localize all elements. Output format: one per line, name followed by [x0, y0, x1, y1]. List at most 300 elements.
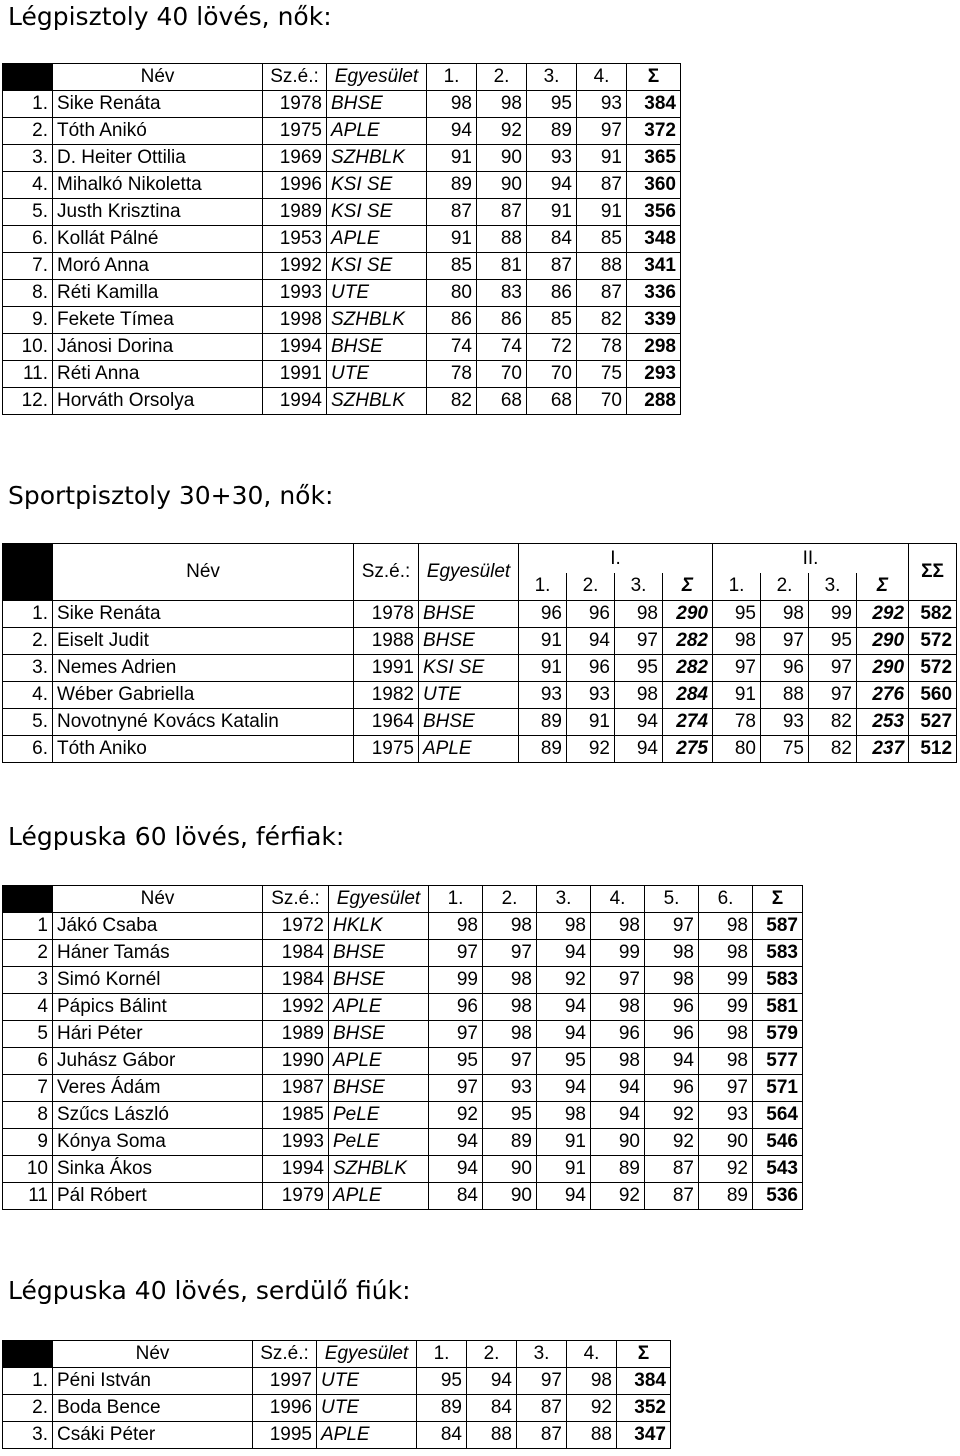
series-score: 94: [645, 1048, 699, 1075]
athlete-name: Veres Ádám: [53, 1075, 263, 1102]
series-score: 98: [615, 682, 663, 709]
subheader-series: 1.: [713, 573, 761, 601]
club-name: BHSE: [327, 91, 427, 118]
series-score: 94: [429, 1129, 483, 1156]
athlete-name: Réti Kamilla: [53, 280, 263, 307]
series-score: 98: [429, 913, 483, 940]
birth-year: 1992: [263, 253, 327, 280]
rank-cell: 1: [3, 913, 53, 940]
club-name: APLE: [327, 118, 427, 145]
club-name: PeLE: [329, 1129, 429, 1156]
series-score: 90: [477, 145, 527, 172]
series-score: 87: [527, 253, 577, 280]
athlete-name: Kollát Pálné: [53, 226, 263, 253]
subheader-series: 3.: [615, 573, 663, 601]
total-score: 341: [627, 253, 681, 280]
table-row: [3, 199, 681, 226]
header-name: Név: [53, 64, 263, 91]
series-score: 98: [483, 913, 537, 940]
series-score: 98: [427, 91, 477, 118]
athlete-name: Szűcs László: [53, 1102, 263, 1129]
series-score: 84: [467, 1395, 517, 1422]
table-row: [3, 118, 681, 145]
series-score: 97: [761, 628, 809, 655]
series-score: 97: [429, 1021, 483, 1048]
birth-year: 1988: [354, 628, 419, 655]
header-name: Név: [53, 1341, 253, 1368]
athlete-name: Eiselt Judit: [53, 628, 354, 655]
series-score: 89: [591, 1156, 645, 1183]
birth-year: 1994: [263, 1156, 329, 1183]
total-score: 339: [627, 307, 681, 334]
series-score: 97: [615, 628, 663, 655]
club-name: SZHBLK: [329, 1156, 429, 1183]
rank-cell: 6.: [3, 736, 53, 763]
series-score: 90: [591, 1129, 645, 1156]
series-score: 94: [429, 1156, 483, 1183]
total-score: 293: [627, 361, 681, 388]
header-series: 2.: [483, 886, 537, 913]
rank-cell: 6.: [3, 226, 53, 253]
series-score: 96: [429, 994, 483, 1021]
header-series: 4.: [591, 886, 645, 913]
total-score: 583: [753, 967, 803, 994]
series-score: 99: [429, 967, 483, 994]
athlete-name: Sike Renáta: [53, 91, 263, 118]
table-row: [3, 172, 681, 199]
rank-cell: 2.: [3, 1395, 53, 1422]
series-score: 98: [615, 601, 663, 628]
section-title: Sportpisztoly 30+30, nők:: [8, 481, 334, 510]
club-name: UTE: [317, 1395, 417, 1422]
series-score: 82: [809, 736, 857, 763]
series-score: 91: [519, 655, 567, 682]
rank-cell: 4.: [3, 682, 53, 709]
table-row: [3, 145, 681, 172]
table-row: [3, 628, 957, 655]
header-series: 2.: [467, 1341, 517, 1368]
table-row: [3, 967, 803, 994]
header-club: Egyesület: [329, 886, 429, 913]
series-score: 70: [527, 361, 577, 388]
rank-cell: 8.: [3, 280, 53, 307]
series-score: 94: [615, 736, 663, 763]
series-score: 98: [483, 967, 537, 994]
series-score: 98: [713, 628, 761, 655]
series-score: 82: [427, 388, 477, 415]
series-score: 87: [645, 1183, 699, 1210]
subheader-series: 2.: [567, 573, 615, 601]
series-score: 88: [577, 253, 627, 280]
table-row: [3, 913, 803, 940]
birth-year: 1984: [263, 967, 329, 994]
birth-year: 1982: [354, 682, 419, 709]
athlete-name: Pápics Bálint: [53, 994, 263, 1021]
series-score: 99: [591, 940, 645, 967]
series-score: 92: [699, 1156, 753, 1183]
series-score: 86: [527, 280, 577, 307]
series-score: 91: [427, 145, 477, 172]
header-row: [3, 64, 681, 91]
series-score: 70: [577, 388, 627, 415]
series-score: 87: [517, 1395, 567, 1422]
total-score: 372: [627, 118, 681, 145]
header-series: 1.: [427, 64, 477, 91]
athlete-name: Jákó Csaba: [53, 913, 263, 940]
table-row: [3, 940, 803, 967]
table-row: [3, 388, 681, 415]
series-score: 85: [577, 226, 627, 253]
total-score: 365: [627, 145, 681, 172]
header-row: [3, 886, 803, 913]
total-score: 298: [627, 334, 681, 361]
series-score: 89: [417, 1395, 467, 1422]
series-score: 94: [467, 1368, 517, 1395]
table-row: [3, 709, 957, 736]
series-score: 99: [809, 601, 857, 628]
header-series: 3.: [527, 64, 577, 91]
series-score: 94: [567, 628, 615, 655]
rank-cell: 8: [3, 1102, 53, 1129]
athlete-name: Horváth Orsolya: [53, 388, 263, 415]
series-score: 90: [483, 1183, 537, 1210]
series-score: 92: [567, 736, 615, 763]
birth-year: 1998: [263, 307, 327, 334]
rank-cell: 2.: [3, 628, 53, 655]
athlete-name: Háner Tamás: [53, 940, 263, 967]
series-score: 91: [713, 682, 761, 709]
series-score: 90: [699, 1129, 753, 1156]
rank-cell: 10: [3, 1156, 53, 1183]
series-score: 86: [427, 307, 477, 334]
header-corner: [3, 886, 53, 913]
series-score: 84: [527, 226, 577, 253]
series-score: 90: [483, 1156, 537, 1183]
series-score: 99: [699, 967, 753, 994]
table-row: [3, 253, 681, 280]
total-score: 577: [753, 1048, 803, 1075]
header-total: Σ: [617, 1341, 671, 1368]
series-score: 83: [477, 280, 527, 307]
club-name: KSI SE: [327, 172, 427, 199]
series-score: 91: [577, 145, 627, 172]
header-birth-year: Sz.é.:: [354, 544, 419, 601]
table-row: [3, 994, 803, 1021]
series-score: 98: [591, 994, 645, 1021]
athlete-name: Péni István: [53, 1368, 253, 1395]
series-score: 91: [567, 709, 615, 736]
subheader-series: 1.: [519, 573, 567, 601]
total-score: 546: [753, 1129, 803, 1156]
header-series: 6.: [699, 886, 753, 913]
series-score: 98: [761, 601, 809, 628]
birth-year: 1989: [263, 199, 327, 226]
club-name: UTE: [327, 361, 427, 388]
table-row: [3, 1129, 803, 1156]
subtotal-score: 290: [857, 655, 909, 682]
rank-cell: 3.: [3, 1422, 53, 1449]
series-score: 93: [761, 709, 809, 736]
grand-total-score: 582: [909, 601, 957, 628]
series-score: 97: [713, 655, 761, 682]
series-score: 87: [577, 172, 627, 199]
birth-year: 1991: [263, 361, 327, 388]
athlete-name: Tóth Aniko: [53, 736, 354, 763]
header-series: 3.: [517, 1341, 567, 1368]
rank-cell: 1.: [3, 601, 53, 628]
birth-year: 1992: [263, 994, 329, 1021]
series-score: 96: [567, 655, 615, 682]
series-score: 85: [527, 307, 577, 334]
table-row: [3, 1048, 803, 1075]
total-score: 288: [627, 388, 681, 415]
series-score: 95: [713, 601, 761, 628]
series-score: 91: [537, 1129, 591, 1156]
series-score: 85: [427, 253, 477, 280]
subtotal-score: 282: [663, 628, 713, 655]
rank-cell: 4: [3, 994, 53, 1021]
birth-year: 1994: [263, 334, 327, 361]
header-series: 1.: [429, 886, 483, 913]
total-score: 384: [627, 91, 681, 118]
total-score: 564: [753, 1102, 803, 1129]
series-score: 94: [615, 709, 663, 736]
series-score: 92: [477, 118, 527, 145]
series-score: 89: [427, 172, 477, 199]
birth-year: 1991: [354, 655, 419, 682]
section-title: Légpisztoly 40 lövés, nők:: [8, 2, 332, 31]
series-score: 80: [713, 736, 761, 763]
series-score: 97: [699, 1075, 753, 1102]
series-score: 89: [527, 118, 577, 145]
table-row: [3, 1021, 803, 1048]
rank-cell: 3.: [3, 145, 53, 172]
header-series: 5.: [645, 886, 699, 913]
header-name: Név: [53, 886, 263, 913]
rank-cell: 11.: [3, 361, 53, 388]
total-score: 356: [627, 199, 681, 226]
series-score: 98: [483, 1021, 537, 1048]
rank-cell: 3: [3, 967, 53, 994]
athlete-name: Moró Anna: [53, 253, 263, 280]
table-row: [3, 1183, 803, 1210]
total-score: 348: [627, 226, 681, 253]
series-score: 97: [483, 940, 537, 967]
table-row: [3, 280, 681, 307]
series-score: 91: [427, 226, 477, 253]
series-score: 78: [577, 334, 627, 361]
subtotal-score: 237: [857, 736, 909, 763]
subtotal-score: 275: [663, 736, 713, 763]
table-row: [3, 682, 957, 709]
series-score: 94: [537, 994, 591, 1021]
series-score: 93: [519, 682, 567, 709]
section-title: Légpuska 40 lövés, serdülő fiúk:: [8, 1276, 411, 1305]
series-score: 93: [483, 1075, 537, 1102]
table-row: [3, 334, 681, 361]
header-series: 1.: [417, 1341, 467, 1368]
series-score: 98: [645, 967, 699, 994]
subtotal-score: 282: [663, 655, 713, 682]
total-score: 347: [617, 1422, 671, 1449]
series-score: 94: [527, 172, 577, 199]
birth-year: 1993: [263, 280, 327, 307]
results-table-1: [2, 63, 681, 415]
club-name: APLE: [327, 226, 427, 253]
series-score: 99: [699, 994, 753, 1021]
rank-cell: 2.: [3, 118, 53, 145]
total-score: 536: [753, 1183, 803, 1210]
series-score: 82: [577, 307, 627, 334]
results-table-3: [2, 885, 803, 1210]
series-score: 95: [527, 91, 577, 118]
club-name: APLE: [317, 1422, 417, 1449]
table-row: [3, 1102, 803, 1129]
table-row: [3, 1422, 671, 1449]
subheader-total: Σ: [663, 573, 713, 601]
series-score: 89: [519, 709, 567, 736]
athlete-name: Pál Róbert: [53, 1183, 263, 1210]
header-name: Név: [53, 544, 354, 601]
series-score: 70: [477, 361, 527, 388]
table-row: [3, 91, 681, 118]
table-row: [3, 226, 681, 253]
header-series: 3.: [537, 886, 591, 913]
rank-cell: 5.: [3, 709, 53, 736]
section-title: Légpuska 60 lövés, férfiak:: [8, 822, 345, 851]
series-score: 98: [567, 1368, 617, 1395]
series-score: 88: [467, 1422, 517, 1449]
series-score: 87: [645, 1156, 699, 1183]
header-corner: [3, 1341, 53, 1368]
series-score: 95: [429, 1048, 483, 1075]
series-score: 98: [699, 1021, 753, 1048]
rank-cell: 1.: [3, 91, 53, 118]
club-name: SZHBLK: [327, 145, 427, 172]
series-score: 97: [517, 1368, 567, 1395]
header-grand-total: ΣΣ: [909, 544, 957, 601]
series-score: 78: [713, 709, 761, 736]
series-score: 97: [591, 967, 645, 994]
subheader-series: 2.: [761, 573, 809, 601]
series-score: 81: [477, 253, 527, 280]
total-score: 587: [753, 913, 803, 940]
rank-cell: 5.: [3, 199, 53, 226]
series-score: 95: [809, 628, 857, 655]
series-score: 94: [537, 1075, 591, 1102]
series-score: 89: [699, 1183, 753, 1210]
series-score: 98: [699, 940, 753, 967]
rank-cell: 3.: [3, 655, 53, 682]
rank-cell: 7: [3, 1075, 53, 1102]
grand-total-score: 572: [909, 655, 957, 682]
subheader-total: Σ: [857, 573, 909, 601]
header-birth-year: Sz.é.:: [263, 64, 327, 91]
table-row: [3, 307, 681, 334]
series-score: 91: [537, 1156, 591, 1183]
club-name: KSI SE: [327, 253, 427, 280]
header-total: Σ: [627, 64, 681, 91]
series-score: 87: [427, 199, 477, 226]
table-row: [3, 1368, 671, 1395]
athlete-name: Boda Bence: [53, 1395, 253, 1422]
total-score: 571: [753, 1075, 803, 1102]
table-row: [3, 361, 681, 388]
rank-cell: 12.: [3, 388, 53, 415]
rank-cell: 9.: [3, 307, 53, 334]
athlete-name: Novotnyné Kovács Katalin: [53, 709, 354, 736]
series-score: 93: [577, 91, 627, 118]
club-name: UTE: [419, 682, 519, 709]
series-score: 68: [527, 388, 577, 415]
series-score: 86: [477, 307, 527, 334]
header-corner: [3, 64, 53, 91]
header-row: [3, 1341, 671, 1368]
club-name: HKLK: [329, 913, 429, 940]
header-club: Egyesület: [327, 64, 427, 91]
subtotal-score: 284: [663, 682, 713, 709]
series-score: 74: [427, 334, 477, 361]
series-score: 98: [591, 1048, 645, 1075]
series-score: 96: [519, 601, 567, 628]
series-score: 75: [577, 361, 627, 388]
results-table-2: [2, 543, 957, 763]
header-row: [3, 544, 957, 573]
series-score: 88: [477, 226, 527, 253]
series-score: 87: [577, 280, 627, 307]
header-group-2: II.: [713, 544, 909, 573]
club-name: APLE: [419, 736, 519, 763]
birth-year: 1972: [263, 913, 329, 940]
header-birth-year: Sz.é.:: [253, 1341, 317, 1368]
series-score: 95: [417, 1368, 467, 1395]
series-score: 97: [483, 1048, 537, 1075]
total-score: 583: [753, 940, 803, 967]
header-total: Σ: [753, 886, 803, 913]
series-score: 98: [537, 1102, 591, 1129]
series-score: 80: [427, 280, 477, 307]
rank-cell: 5: [3, 1021, 53, 1048]
series-score: 96: [645, 1075, 699, 1102]
series-score: 97: [429, 1075, 483, 1102]
total-score: 360: [627, 172, 681, 199]
header-club: Egyesület: [419, 544, 519, 601]
series-score: 87: [517, 1422, 567, 1449]
rank-cell: 9: [3, 1129, 53, 1156]
birth-year: 1987: [263, 1075, 329, 1102]
birth-year: 1994: [263, 388, 327, 415]
athlete-name: Sike Renáta: [53, 601, 354, 628]
header-group-1: I.: [519, 544, 713, 573]
series-score: 97: [645, 913, 699, 940]
series-score: 88: [761, 682, 809, 709]
club-name: SZHBLK: [327, 307, 427, 334]
series-score: 91: [527, 199, 577, 226]
series-score: 96: [761, 655, 809, 682]
club-name: APLE: [329, 1048, 429, 1075]
birth-year: 1953: [263, 226, 327, 253]
athlete-name: Fekete Tímea: [53, 307, 263, 334]
subtotal-score: 292: [857, 601, 909, 628]
header-birth-year: Sz.é.:: [263, 886, 329, 913]
series-score: 87: [477, 199, 527, 226]
series-score: 74: [477, 334, 527, 361]
birth-year: 1984: [263, 940, 329, 967]
series-score: 94: [537, 940, 591, 967]
series-score: 98: [537, 913, 591, 940]
table-row: [3, 655, 957, 682]
birth-year: 1975: [354, 736, 419, 763]
